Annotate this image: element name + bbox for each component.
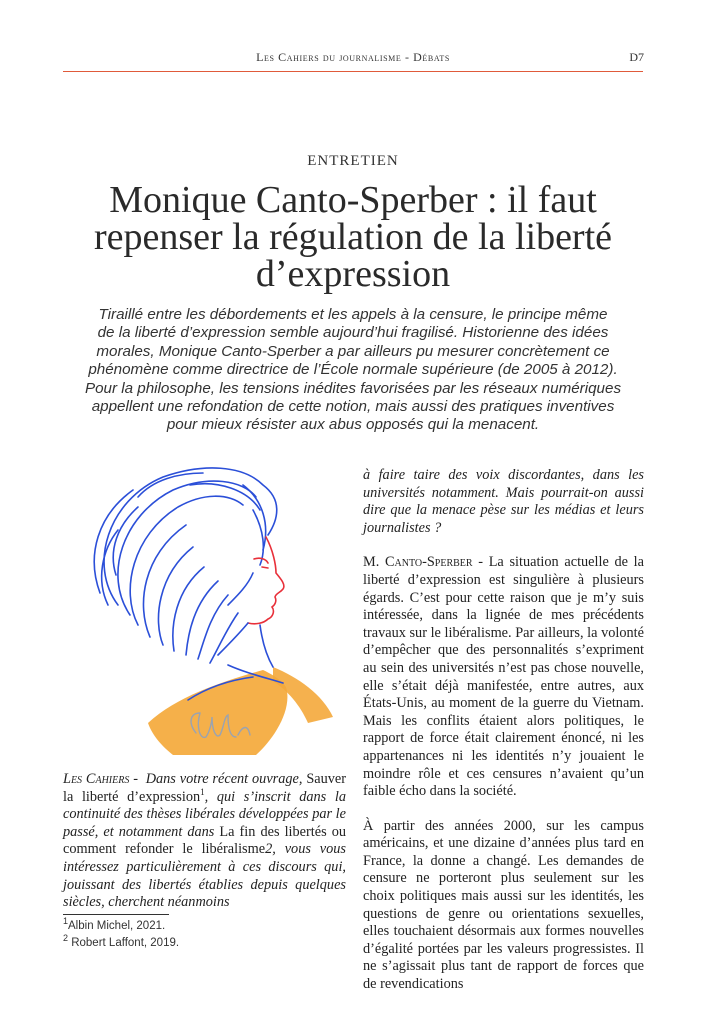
- book-title: La fin des libertés ou comment refonder le libéralisme: [63, 823, 346, 858]
- header-rule: [63, 71, 643, 72]
- right-column: [363, 467, 644, 994]
- running-title: Les Cahiers du journalisme - Débats: [256, 50, 450, 64]
- question-text: Dans votre récent ouvrage,: [145, 771, 303, 787]
- lede-line: Tiraillé entre les débordements et les appels à la censure, le principe même: [98, 306, 608, 323]
- answer-paragraph: À partir des années 2000, sur les campus américains, et une dizaine d’années plus tard en France, la donne a changé. Les demandes de censure ne porteront plus seulement sur les choix politiques mais aussi sur les identités, les questions de genre ou orientations sexuelles, elles touchaient désormais aux formes nouvelles d’égalité portées par les valeurs progressistes. Il ne s’agissait plus tant de rapport de forces que de revendications: [363, 817, 644, 993]
- question-text: , vous vous intéressez particulièrement à ces discours qui, jouissant des libertés établies depuis quelques siècles, cherchent néanmoins: [63, 841, 346, 911]
- left-column: Les Cahiers - Dans votre récent ouvrage, Sauver la liberté d’expression$^1$, qui s’inscrit dans la continuité des thèses libérales développées par le passé, et notamment dans La fin des libertés ou comment refonder le libéralisme2, vous vous intéressez particulièrement à ces discours qui, jouissant des libertés établies depuis quelques siècles, cherchent néanmoins: [63, 771, 347, 911]
- article-kicker: ENTRETIEN: [307, 153, 399, 169]
- title-line: Monique Canto-Sperber : il faut: [109, 179, 597, 221]
- title-line: d’expression: [255, 253, 451, 295]
- lede-line: phénomène comme directrice de l’École normale supérieure (de 2005 à 2012).: [88, 361, 618, 379]
- footnote-ref: 2: [265, 841, 273, 858]
- portrait-illustration: [78, 455, 350, 765]
- question-text: , qui s’inscrit dans la continuité des thèses libérales développées par le passé, et notamment dans: [63, 788, 346, 840]
- footnote: $^1$Albin Michel, 2021.: [63, 916, 166, 932]
- footnote: $^2$ Robert Laffont, 2019.: [63, 933, 180, 949]
- footnotes: [63, 918, 343, 952]
- lede-line: de la liberté d’expression semble aujourd’hui fragilisé. Historienne des idées: [97, 324, 609, 342]
- page-number: D7: [629, 50, 644, 64]
- article-lede: [60, 306, 646, 435]
- speaker-label: M. Canto-Sperber: [363, 554, 473, 571]
- article-title: [40, 179, 666, 295]
- lede-line: appellent une refondation de cette notion, mais aussi des pratiques inventives: [91, 398, 615, 416]
- answer-paragraph: M. Canto-Sperber - La situation actuelle de la liberté d’expression est singulière à plusieurs égards. C’est pour cette raison que je m’y suis intéressée, dans la lignée de mes précédents travaux sur le libéralisme. Par ailleurs, la volonté d’empêcher que des personnalités s’expriment au sein des universités n’est pas chose nouvelle, elle s’était déjà manifestée, entre autres, aux États-Unis, au moment de la guerre du Vietnam. Mais les conflits étaient alors politiques, le rapport de force était clairement énoncé, ni les appartenances ni les identités n’y jouaient le moindre rôle et ces censures n’avaient qu’un faible écho dans la société.: [363, 554, 644, 800]
- lede-line: Pour la philosophe, les tensions inédites favorisées par les réseaux numériques: [84, 379, 622, 397]
- footnote-ref: 1: [200, 786, 205, 797]
- book-title: Sauver la liberté d’expression: [63, 771, 347, 805]
- running-head: [0, 50, 706, 70]
- lede-line: morales, Monique Canto-Sperber a par ailleurs pu mesurer concrètement ce: [96, 342, 610, 360]
- speaker-label: Les Cahiers: [63, 771, 130, 787]
- footnote-rule: [63, 914, 169, 915]
- title-line: repenser la régulation de la liberté: [93, 216, 613, 258]
- lede-line: pour mieux résister aux abus opposés qui la menacent.: [166, 416, 540, 434]
- question-continuation: à faire taire des voix discordantes, dans les universités notamment. Mais pourrait-on aussi dire que la menace pèse sur les médias et leurs journalistes ?: [363, 467, 644, 536]
